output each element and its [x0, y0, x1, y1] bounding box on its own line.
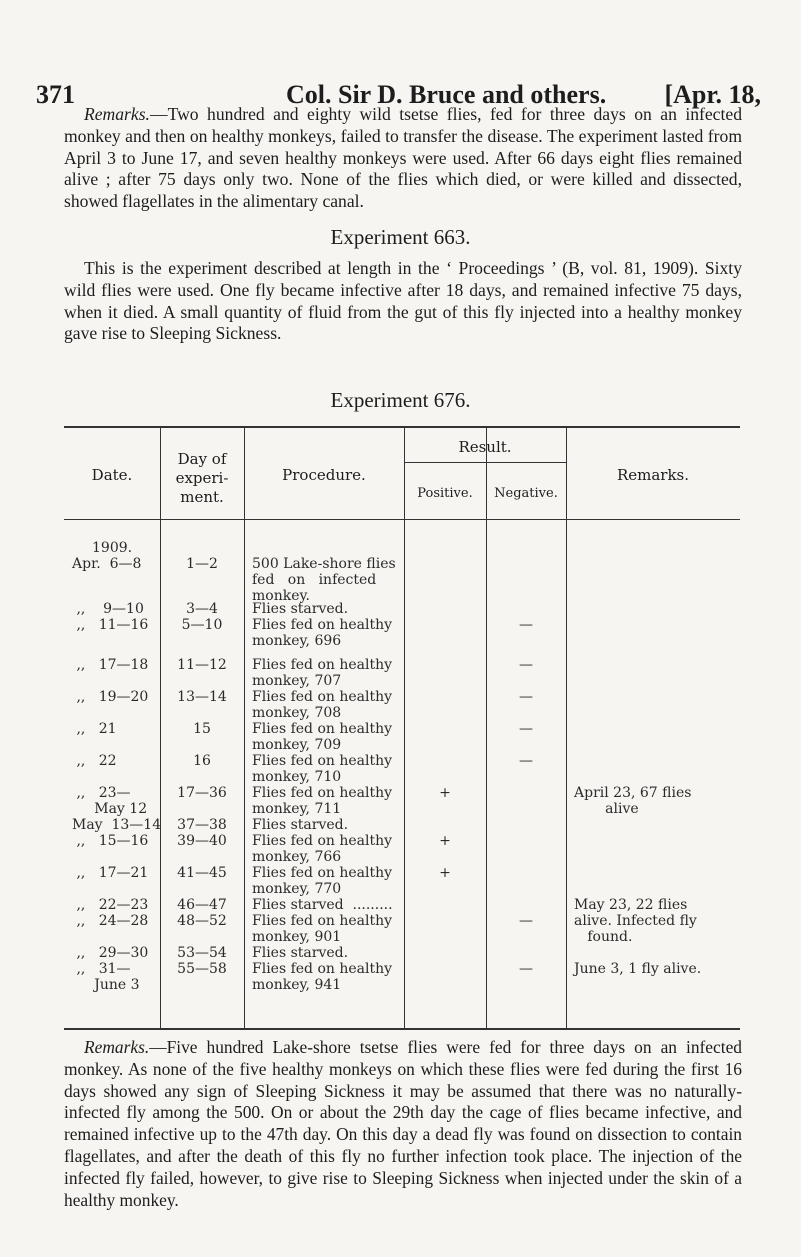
- experiment-663-heading: Experiment 663.: [330, 225, 471, 249]
- running-title: Col. Sir D. Bruce and others.: [286, 80, 607, 109]
- table-cell-procedure: Flies fed on healthy monkey, 901: [252, 913, 393, 945]
- remarks-label: Remarks.: [84, 1037, 150, 1057]
- table-cell-positive: +: [439, 833, 451, 849]
- table-cell-day: 46—47: [177, 897, 227, 913]
- table-cell-positive: +: [439, 785, 451, 801]
- remarks-bottom-paragraph: [64, 1037, 742, 1211]
- table-cell-date: ,, 15—16: [72, 833, 149, 849]
- table-cell-procedure: Flies fed on healthy monkey, 707: [252, 657, 393, 689]
- table-cell-positive: +: [439, 865, 451, 881]
- table-cell-procedure: Flies fed on healthy monkey, 770: [252, 865, 393, 897]
- table-cell-day: 16: [193, 753, 211, 769]
- column-divider: [404, 426, 405, 1030]
- table-cell-date: ,, 21: [72, 721, 117, 737]
- table-cell-procedure: Flies fed on healthy monkey, 710: [252, 753, 393, 785]
- table-cell-remarks: June 3, 1 fly alive.: [574, 961, 702, 977]
- table-cell-negative: —: [519, 913, 533, 929]
- header-rule: [64, 519, 740, 520]
- table-cell-date: ,, 29—30: [72, 945, 149, 961]
- header-date: [Apr. 18,: [664, 80, 761, 109]
- col-header-result: Result.: [458, 438, 512, 456]
- table-cell-procedure: 500 Lake-shore flies fed on infected monkey.: [252, 556, 396, 604]
- column-divider: [566, 426, 567, 1030]
- table-cell-date: ,, 22: [72, 753, 117, 769]
- table-cell-negative: —: [519, 961, 533, 977]
- column-divider: [244, 426, 245, 1030]
- table-cell-day: 55—58: [177, 961, 227, 977]
- table-cell-date: Apr. 6—8: [72, 556, 142, 572]
- table-cell-procedure: Flies starved.: [252, 601, 349, 617]
- column-divider: [160, 426, 161, 1030]
- table-cell-date: ,, 23— May 12: [76, 785, 148, 817]
- remarks-text: —Five hundred Lake-shore tsetse flies were fed for three days on an infected monkey. As none of the five healthy monkeys on which these flies were fed during the first 16 days showed any sign of Sleeping Sickness it may be assumed that there was no naturally-infected fly among the 500. On or about the 29th day the cage of flies became infective, and remained infective up to the 47th day. On this day a dead fly was found on dissection to contain flagellates, and after the death of this fly no further infection took place. The injection of the infected fly failed, however, to give rise to Sleeping Sickness when injected under the skin of a healthy monkey.: [64, 1037, 742, 1210]
- experiment-676-heading: Experiment 676.: [330, 388, 471, 412]
- table-cell-procedure: Flies fed on healthy monkey, 766: [252, 833, 393, 865]
- remarks-text: —Two hundred and eighty wild tsetse flies, fed for three days on an infected monkey and then on healthy monkeys, failed to transfer the disease. The experiment lasted from April 3 to June 17, and seven healthy monkeys were used. After 66 days eight flies remained alive ; after 75 days only two. None of the flies which died, or were killed and dissected, showed flagellates in the alimentary canal.: [64, 104, 742, 212]
- table-cell-negative: —: [519, 689, 533, 705]
- table-cell-day: 17—36: [177, 785, 227, 801]
- table-cell-procedure: Flies starved .........: [252, 897, 393, 913]
- table-cell-date: ,, 9—10: [72, 601, 144, 617]
- table-cell-procedure: Flies fed on healthy monkey, 696: [252, 617, 393, 649]
- table-cell-day: 3—4: [186, 601, 218, 617]
- table-cell-date: May 13—14: [72, 817, 162, 833]
- col-header-positive: Positive.: [417, 486, 473, 501]
- year-label: 1909.: [92, 540, 133, 556]
- table-cell-day: 1—2: [186, 556, 218, 572]
- table-cell-day: 41—45: [177, 865, 227, 881]
- table-cell-date: ,, 17—18: [72, 657, 149, 673]
- table-cell-day: 53—54: [177, 945, 227, 961]
- table-cell-remarks: April 23, 67 flies alive: [574, 785, 692, 817]
- col-header-day: Day of experi- ment.: [175, 450, 229, 506]
- table-cell-day: 11—12: [177, 657, 227, 673]
- col-header-date: Date.: [91, 466, 133, 484]
- table-cell-procedure: Flies fed on healthy monkey, 711: [252, 785, 393, 817]
- table-cell-date: ,, 17—21: [72, 865, 149, 881]
- table-cell-procedure: Flies fed on healthy monkey, 708: [252, 689, 393, 721]
- col-header-procedure: Procedure.: [282, 466, 366, 484]
- remarks-label: Remarks.: [84, 104, 150, 124]
- table-cell-procedure: Flies starved.: [252, 817, 349, 833]
- table-cell-day: 13—14: [177, 689, 227, 705]
- table-cell-date: ,, 31— June 3: [76, 961, 140, 993]
- table-cell-day: 39—40: [177, 833, 227, 849]
- table-cell-remarks: alive. Infected fly found.: [574, 913, 697, 945]
- col-header-negative: Negative.: [494, 486, 558, 501]
- table-cell-negative: —: [519, 617, 533, 633]
- col-header-remarks: Remarks.: [616, 466, 690, 484]
- table-cell-remarks: May 23, 22 flies: [574, 897, 688, 913]
- table-cell-date: ,, 19—20: [72, 689, 149, 705]
- experiment-663-paragraph: This is the experiment described at length in the ‘ Proceedings ’ (B, vol. 81, 1909). Sixty wild flies were used. One fly became infective after 18 days, and remained infective 75 days, when it died. A small quantity of fluid from the gut of this fly injected into a healthy monkey gave rise to Sleeping Sickness.: [64, 258, 742, 344]
- table-cell-procedure: Flies starved.: [252, 945, 349, 961]
- table-cell-day: 15: [193, 721, 211, 737]
- table-cell-procedure: Flies fed on healthy monkey, 709: [252, 721, 393, 753]
- table-cell-negative: —: [519, 721, 533, 737]
- table-cell-date: ,, 11—16: [72, 617, 149, 633]
- table-cell-day: 48—52: [177, 913, 227, 929]
- table-cell-day: 37—38: [177, 817, 227, 833]
- table-cell-negative: —: [519, 753, 533, 769]
- table-cell-day: 5—10: [181, 617, 223, 633]
- page-number: 371: [36, 80, 75, 109]
- table-cell-procedure: Flies fed on healthy monkey, 941: [252, 961, 393, 993]
- table-cell-date: ,, 24—28: [72, 913, 149, 929]
- table-cell-negative: —: [519, 657, 533, 673]
- remarks-top-paragraph: [64, 104, 742, 213]
- table-cell-date: ,, 22—23: [72, 897, 149, 913]
- result-divider: [404, 462, 566, 463]
